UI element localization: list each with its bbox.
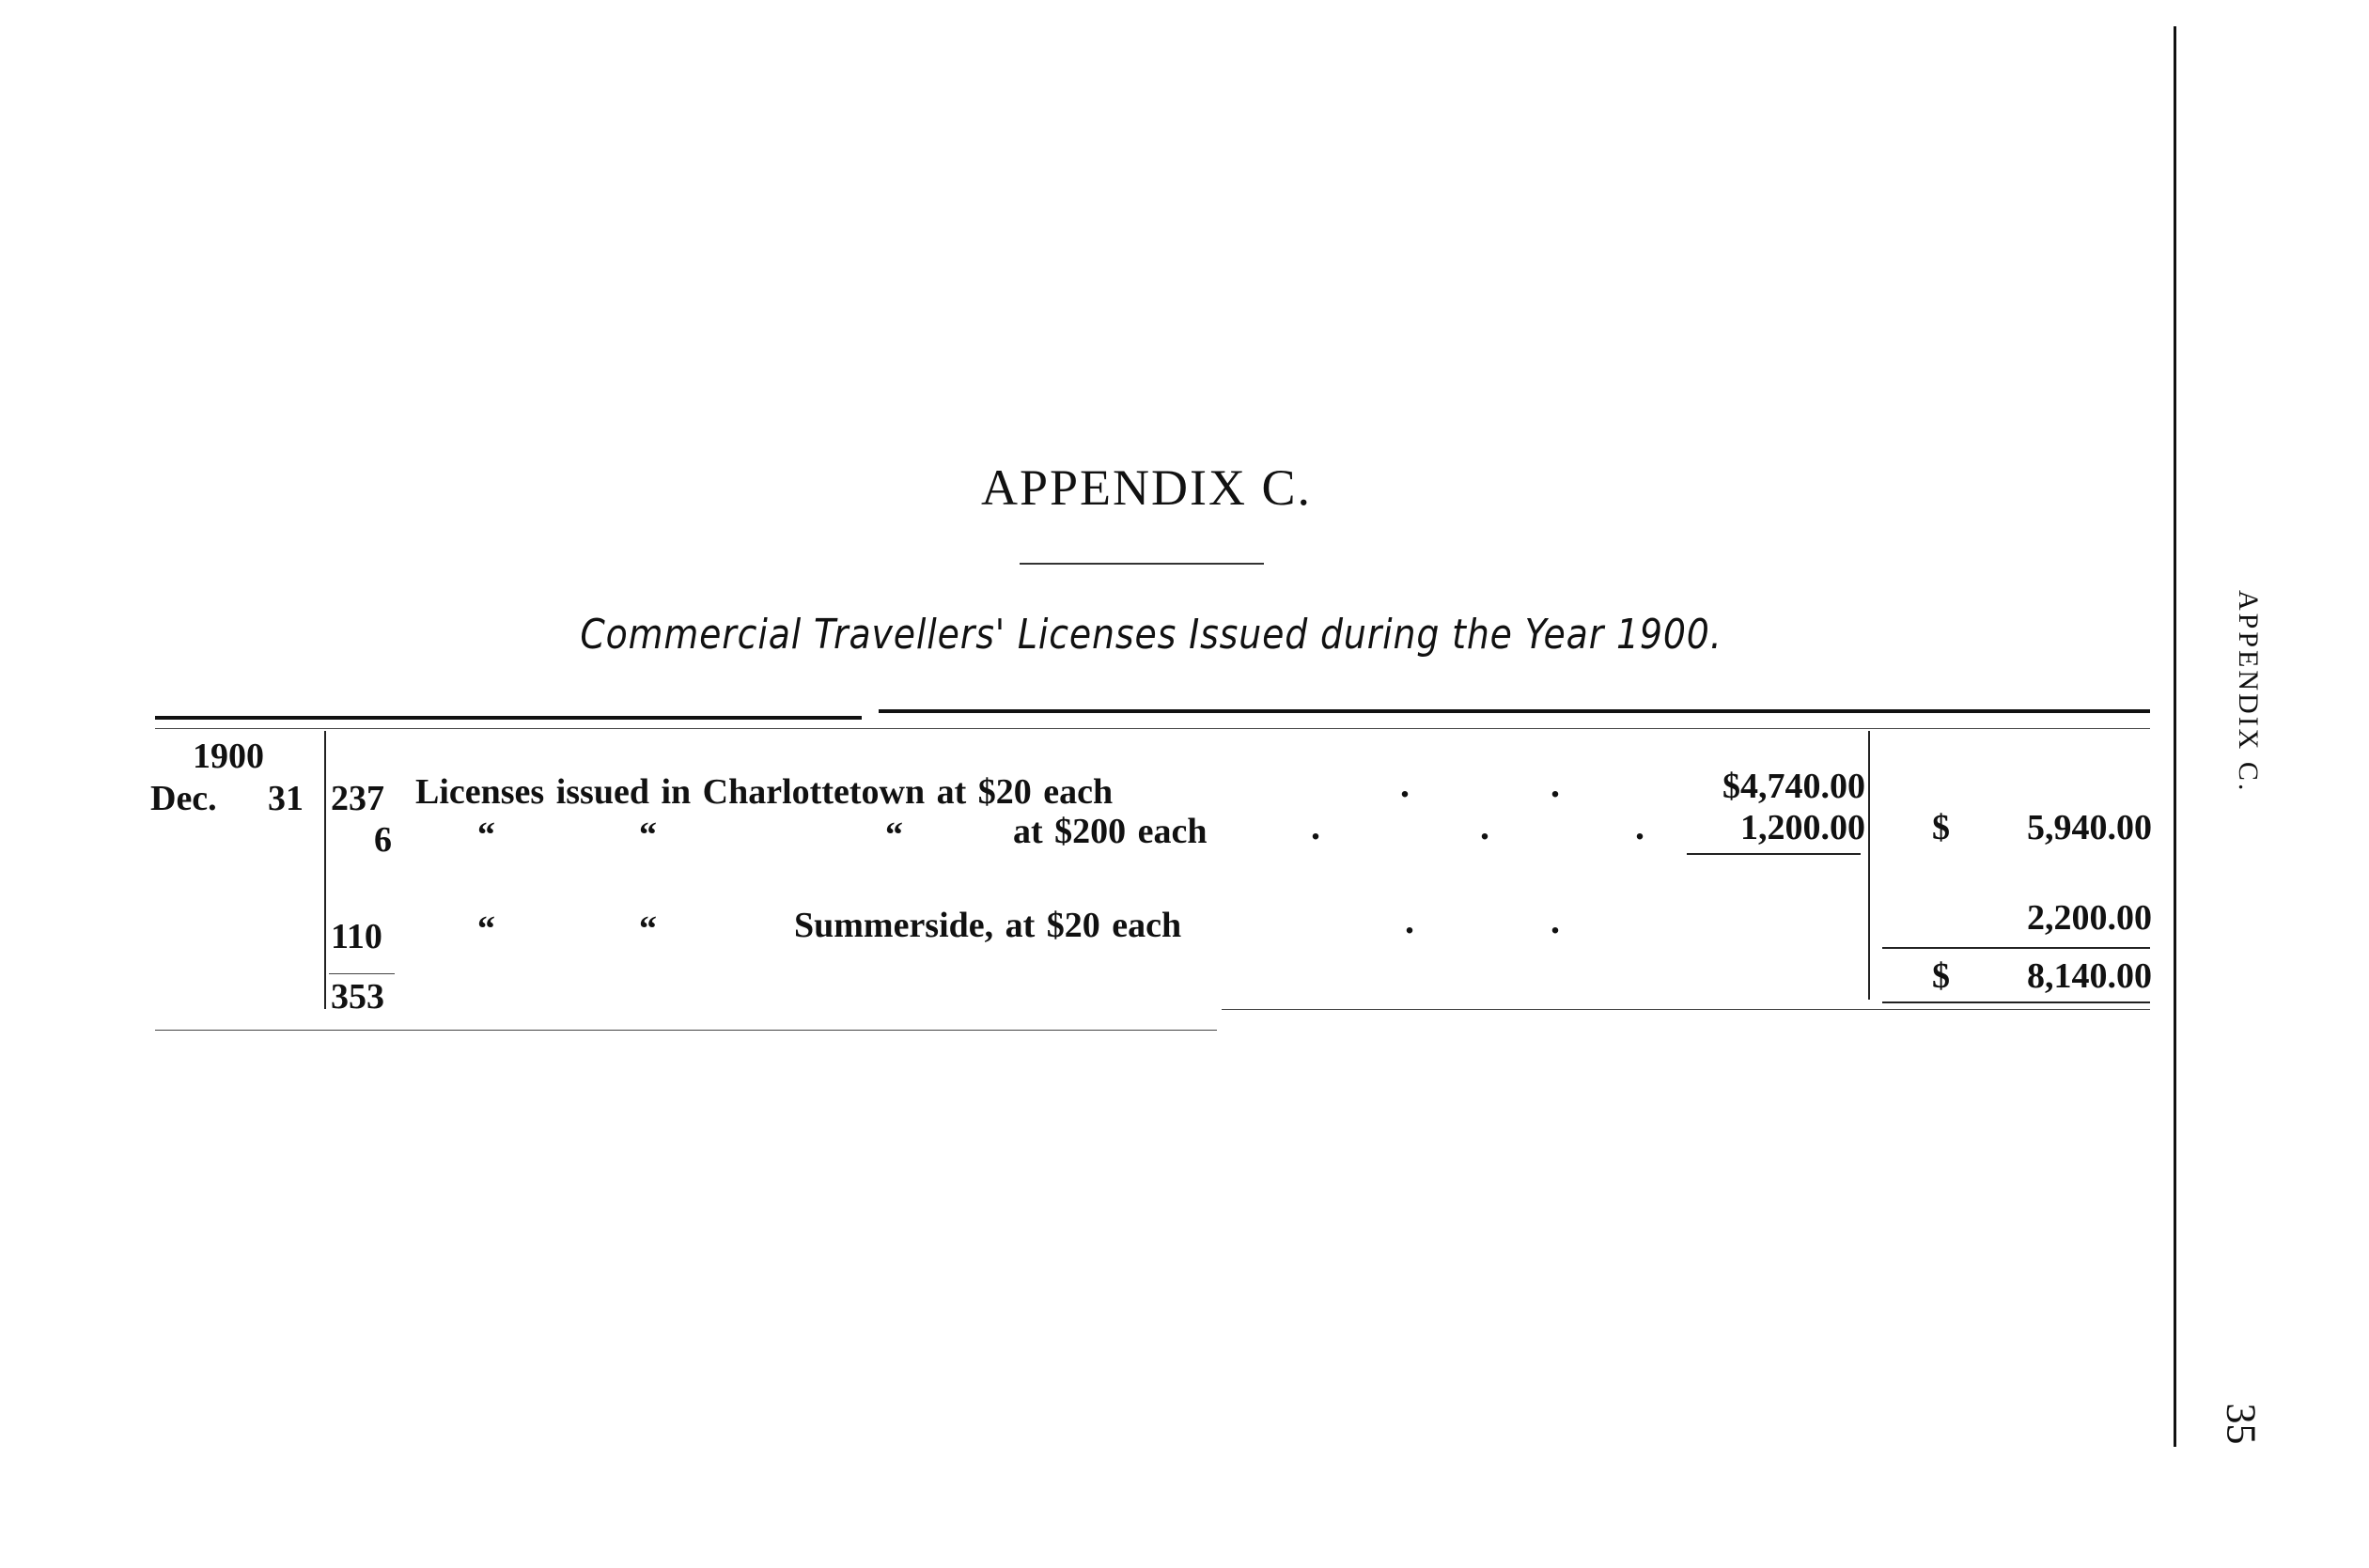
month-cell: Dec. bbox=[150, 779, 217, 818]
count-cell: 237 bbox=[331, 779, 384, 818]
day-cell: 31 bbox=[268, 779, 304, 818]
count-sum-cell: 353 bbox=[331, 977, 384, 1017]
leader-dot: . bbox=[1635, 805, 1644, 847]
count-cell: 110 bbox=[331, 917, 382, 956]
running-head: APPENDIX C. bbox=[2233, 590, 2264, 794]
ditto-mark: “ bbox=[477, 815, 495, 855]
amount-cell: $4,740.00 bbox=[1722, 767, 1865, 806]
amount-cell: 1,200.00 bbox=[1740, 808, 1865, 847]
page-title: APPENDIX C. bbox=[980, 459, 1313, 516]
leader-dot: . bbox=[1400, 763, 1410, 805]
total-currency-sign: $ bbox=[1932, 808, 1950, 847]
table-top-rule-right bbox=[879, 709, 2150, 713]
ditto-mark: “ bbox=[885, 815, 903, 855]
amount-column-divider bbox=[1868, 731, 1870, 1000]
total-underline bbox=[1882, 947, 2150, 949]
total-cell: 2,200.00 bbox=[2027, 898, 2152, 938]
ditto-mark: “ bbox=[477, 909, 495, 949]
page-subtitle: Commercial Travellers' Licenses Issued during the Year 1900. bbox=[580, 611, 1722, 659]
leader-dot: . bbox=[1480, 805, 1489, 847]
table-bottom-rule-left bbox=[155, 1030, 1217, 1031]
leader-dot: . bbox=[1311, 805, 1320, 847]
table-top-rule-left bbox=[155, 716, 862, 720]
subtotal-underline bbox=[1687, 853, 1861, 855]
leader-dot: . bbox=[1405, 899, 1414, 941]
description-cell: Summerside, at $20 each bbox=[794, 906, 1182, 945]
year-cell: 1900 bbox=[193, 737, 264, 776]
grand-total-cell: 8,140.00 bbox=[2027, 956, 2152, 996]
description-cell: Licenses issued in Charlottetown at $20 each bbox=[415, 772, 1114, 812]
count-overline bbox=[329, 973, 395, 974]
date-column-divider bbox=[324, 731, 326, 1009]
ditto-mark: “ bbox=[639, 909, 657, 949]
page-number: 35 bbox=[2218, 1403, 2265, 1445]
grand-total-currency-sign: $ bbox=[1932, 956, 1950, 996]
description-cell: at $200 each bbox=[1013, 812, 1208, 851]
table-bottom-rule-right bbox=[1222, 1009, 2150, 1010]
title-divider bbox=[1020, 563, 1264, 565]
ditto-mark: “ bbox=[639, 815, 657, 855]
leader-dot: . bbox=[1551, 763, 1560, 805]
table-header-rule bbox=[155, 728, 2150, 729]
grand-total-underline bbox=[1882, 1001, 2150, 1003]
margin-rule bbox=[2174, 26, 2176, 1447]
leader-dot: . bbox=[1551, 899, 1560, 941]
count-cell: 6 bbox=[374, 820, 392, 860]
total-cell: 5,940.00 bbox=[2027, 808, 2152, 847]
